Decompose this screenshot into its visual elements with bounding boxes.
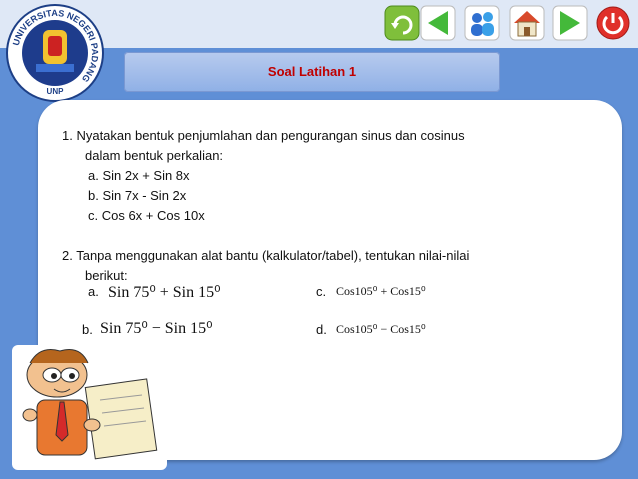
q1-line2: dalam bentuk perkalian: xyxy=(85,148,224,163)
logo-ring-text xyxy=(8,6,102,100)
university-logo xyxy=(6,4,104,102)
title-bar xyxy=(124,52,500,92)
logo-text: UNIVERSITAS NEGERI PADANG xyxy=(10,7,101,85)
q2-line1: 2. Tanpa menggunakan alat bantu (kalkulator/tabel), tentukan nilai-nilai xyxy=(62,248,470,263)
next-icon[interactable] xyxy=(552,5,588,41)
q2-d-expression: Cos105⁰ − Cos15⁰ xyxy=(336,322,426,336)
q1-item-c: c. Cos 6x + Cos 10x xyxy=(88,208,205,223)
q2-a-label: a. xyxy=(88,284,99,299)
back-icon[interactable] xyxy=(420,5,456,41)
page-title: Soal Latihan 1 xyxy=(267,64,357,79)
teacher-illustration xyxy=(12,345,167,470)
refresh-icon[interactable] xyxy=(384,5,420,41)
q2-a-expression: Sin 75⁰ + Sin 15⁰ xyxy=(108,284,221,301)
users-icon[interactable] xyxy=(464,5,500,41)
home-icon[interactable] xyxy=(509,5,545,41)
q2-c-label: c. xyxy=(316,284,327,299)
q1-line1: 1. Nyatakan bentuk penjumlahan dan pengurangan sinus dan cosinus xyxy=(62,128,465,143)
q2-b-label: b. xyxy=(82,322,93,337)
teacher-drawing xyxy=(12,345,167,470)
q2-line2: berikut: xyxy=(85,268,128,283)
power-icon[interactable] xyxy=(595,5,631,41)
q1-item-a: a. Sin 2x + Sin 8x xyxy=(88,168,190,183)
q2-c-expression: Cos105⁰ + Cos15⁰ xyxy=(336,284,426,298)
q2-d-label: d. xyxy=(316,322,327,337)
q1-item-b: b. Sin 7x - Sin 2x xyxy=(88,188,187,203)
q2-b-expression: Sin 75⁰ − Sin 15⁰ xyxy=(100,320,213,337)
logo-bottom-text: UNP xyxy=(46,87,64,96)
